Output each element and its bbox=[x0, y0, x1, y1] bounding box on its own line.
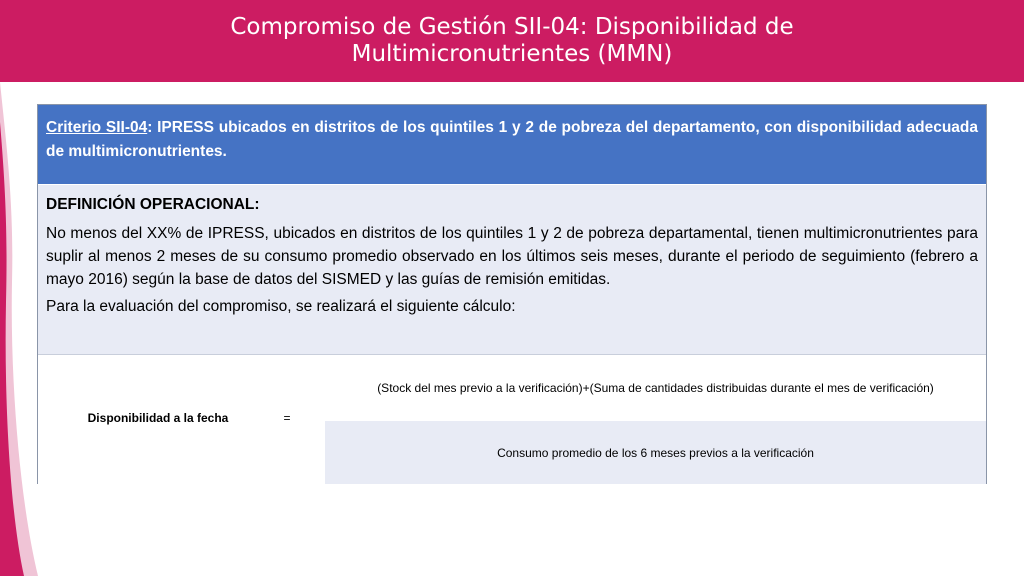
title-line-1: Compromiso de Gestión SII-04: Disponibilidad de bbox=[230, 14, 794, 40]
formula-denominator: Consumo promedio de los 6 meses previos a la verificación bbox=[325, 421, 986, 484]
slide-title bbox=[202, 14, 822, 68]
criteria-table bbox=[37, 104, 987, 484]
definition-paragraph-2: Para la evaluación del compromiso, se realizará el siguiente cálculo: bbox=[46, 298, 516, 315]
definition-paragraph-1: No menos del XX% de IPRESS, ubicados en distritos de los quintiles 1 y 2 de pobreza departamental, tienen multimicronutrientes para suplir al menos 2 meses de su consumo promedio observado en los últimos seis meses, durante el periodo de seguimiento (febrero a mayo 2016) según la base de datos del SISMED y las guías de remisión emitidas. bbox=[46, 225, 978, 288]
formula-label: Disponibilidad a la fecha bbox=[87, 411, 229, 425]
definition-heading: DEFINICIÓN OPERACIONAL: bbox=[46, 196, 260, 213]
formula-numerator: (Stock del mes previo a la verificación)+(Suma de cantidades distribuidas durante el mes de verificación) bbox=[325, 355, 986, 422]
definition-row bbox=[38, 184, 986, 354]
title-bar bbox=[0, 0, 1024, 82]
decorative-swoosh bbox=[0, 82, 40, 576]
title-line-2: Multimicronutrientes (MMN) bbox=[351, 41, 673, 67]
criteria-text: : IPRESS ubicados en distritos de los quintiles 1 y 2 de pobreza del departamento, con disponibilidad adecuada de multimicronutrientes. bbox=[46, 119, 978, 160]
formula-left-cell bbox=[38, 355, 325, 484]
formula-equals: = bbox=[283, 411, 291, 425]
criteria-row bbox=[38, 105, 986, 184]
criteria-label: Criterio SII-04 bbox=[46, 119, 148, 136]
formula-row bbox=[38, 354, 986, 484]
